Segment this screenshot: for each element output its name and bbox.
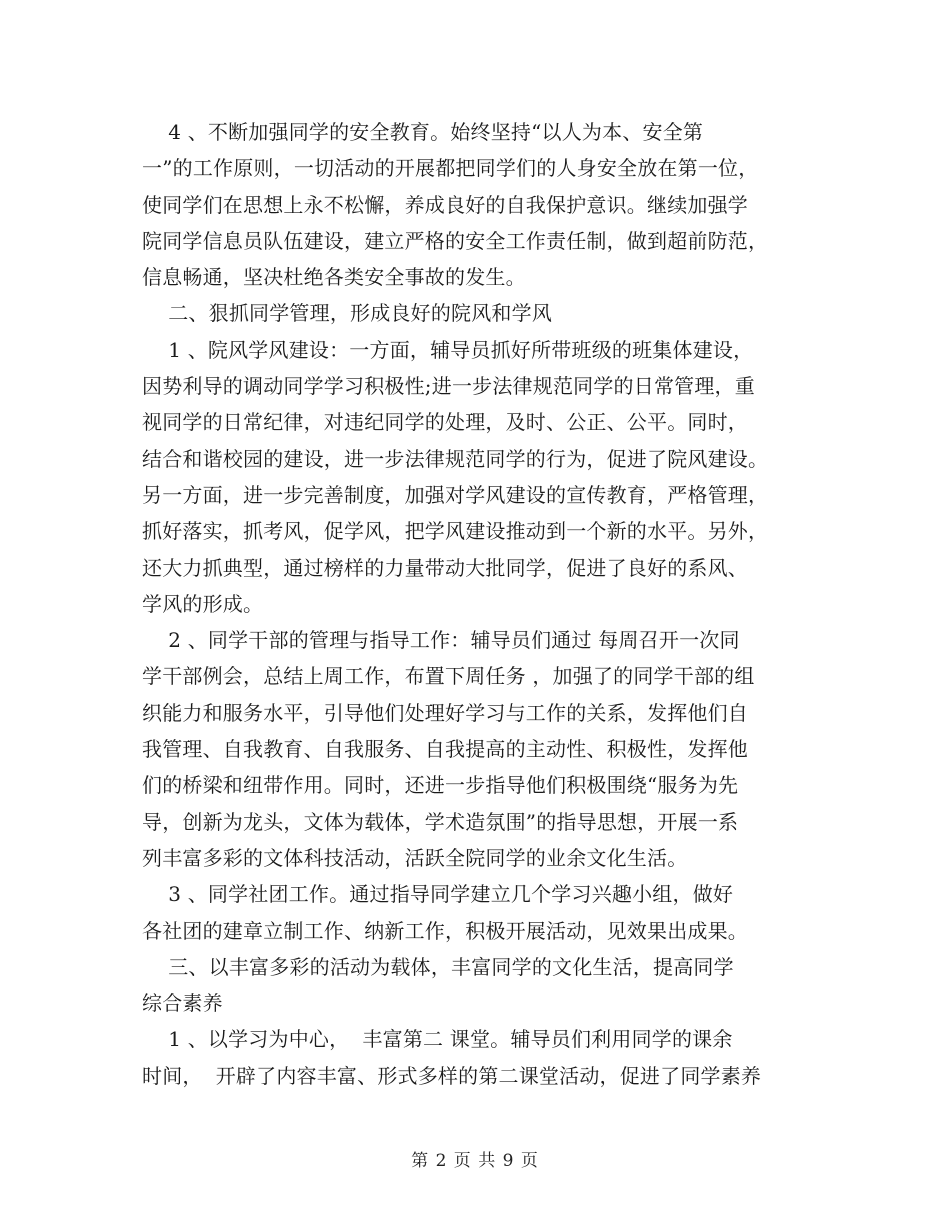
text-line: 3 、同学社团工作。通过指导同学建立几个学习兴趣小组，做好: [142, 882, 734, 907]
document-body: [142, 114, 812, 1094]
text-line: 织能力和服务水平，引导他们处理好学习与工作的关系，发挥他们自: [142, 700, 748, 725]
text-line: 院同学信息员队伍建设，建立严格的安全工作责任制，做到超前防范，: [142, 228, 769, 253]
text-line: 1 、院风学风建设：一方面，辅导员抓好所带班级的班集体建设，: [142, 337, 754, 362]
text-line: 时间， 开辟了内容丰富、形式多样的第二课堂活动，促进了同学素养: [142, 1063, 762, 1088]
text-line: 信息畅通，坚决杜绝各类安全事故的发生。: [142, 265, 526, 290]
text-line: 各社团的建章立制工作、纳新工作，积极开展活动，见效果出成果。: [142, 918, 748, 943]
text-line: 一”的工作原则，一切活动的开展都把同学们的人身安全放在第一位，: [142, 156, 759, 181]
text-line: 因势利导的调动同学学习积极性;进一步法律规范同学的日常管理，重: [142, 374, 755, 399]
text-line: 我管理、自我教育、自我服务、自我提高的主动性、积极性，发挥他: [142, 737, 748, 762]
text-line: 1 、以学习为中心， 丰富第二 课堂。辅导员们利用同学的课余: [142, 1027, 733, 1052]
text-line: 列丰富多彩的文体科技活动，活跃全院同学的业余文化生活。: [142, 845, 688, 870]
text-line: 还大力抓典型，通过榜样的力量带动大批同学，促进了良好的系风、: [142, 555, 748, 580]
text-line: 2 、同学干部的管理与指导工作：辅导员们通过 每周召开一次同: [142, 628, 740, 653]
text-line: 们的桥梁和纽带作用。同时，还进一步指导他们积极围绕“服务为先: [142, 773, 739, 798]
text-line: 抓好落实，抓考风，促学风，把学风建设推动到一个新的水平。另外，: [142, 519, 769, 544]
page-number-footer: 第 2 页 共 9 页: [411, 1151, 539, 1171]
text-line: 学风的形成。: [142, 591, 264, 616]
text-line: 视同学的日常纪律，对违纪同学的处理，及时、公正、公平。同时，: [142, 410, 748, 435]
section-heading: 综合素养: [142, 991, 223, 1016]
text-line: 使同学们在思想上永不松懈，养成良好的自我保护意识。继续加强学: [142, 192, 748, 217]
text-line: 结合和谐校园的建设，进一步法律规范同学的行为，促进了院风建设。: [142, 446, 769, 471]
text-line: 另一方面，进一步完善制度，加强对学风建设的宣传教育，严格管理，: [142, 482, 769, 507]
text-line: 4 、不断加强同学的安全教育。始终坚持“以人为本、安全第: [142, 120, 704, 144]
section-heading: 二、狠抓同学管理，形成良好的院风和学风: [142, 301, 553, 326]
text-line: 学干部例会，总结上周工作，布置下周任务 ，加强了的同学干部的组: [142, 664, 755, 689]
section-heading: 三、以丰富多彩的活动为载体，丰富同学的文化生活，提高同学: [142, 954, 734, 979]
text-line: 导，创新为龙头，文体为载体，学术造氛围”的指导思想，开展一系: [142, 809, 739, 834]
